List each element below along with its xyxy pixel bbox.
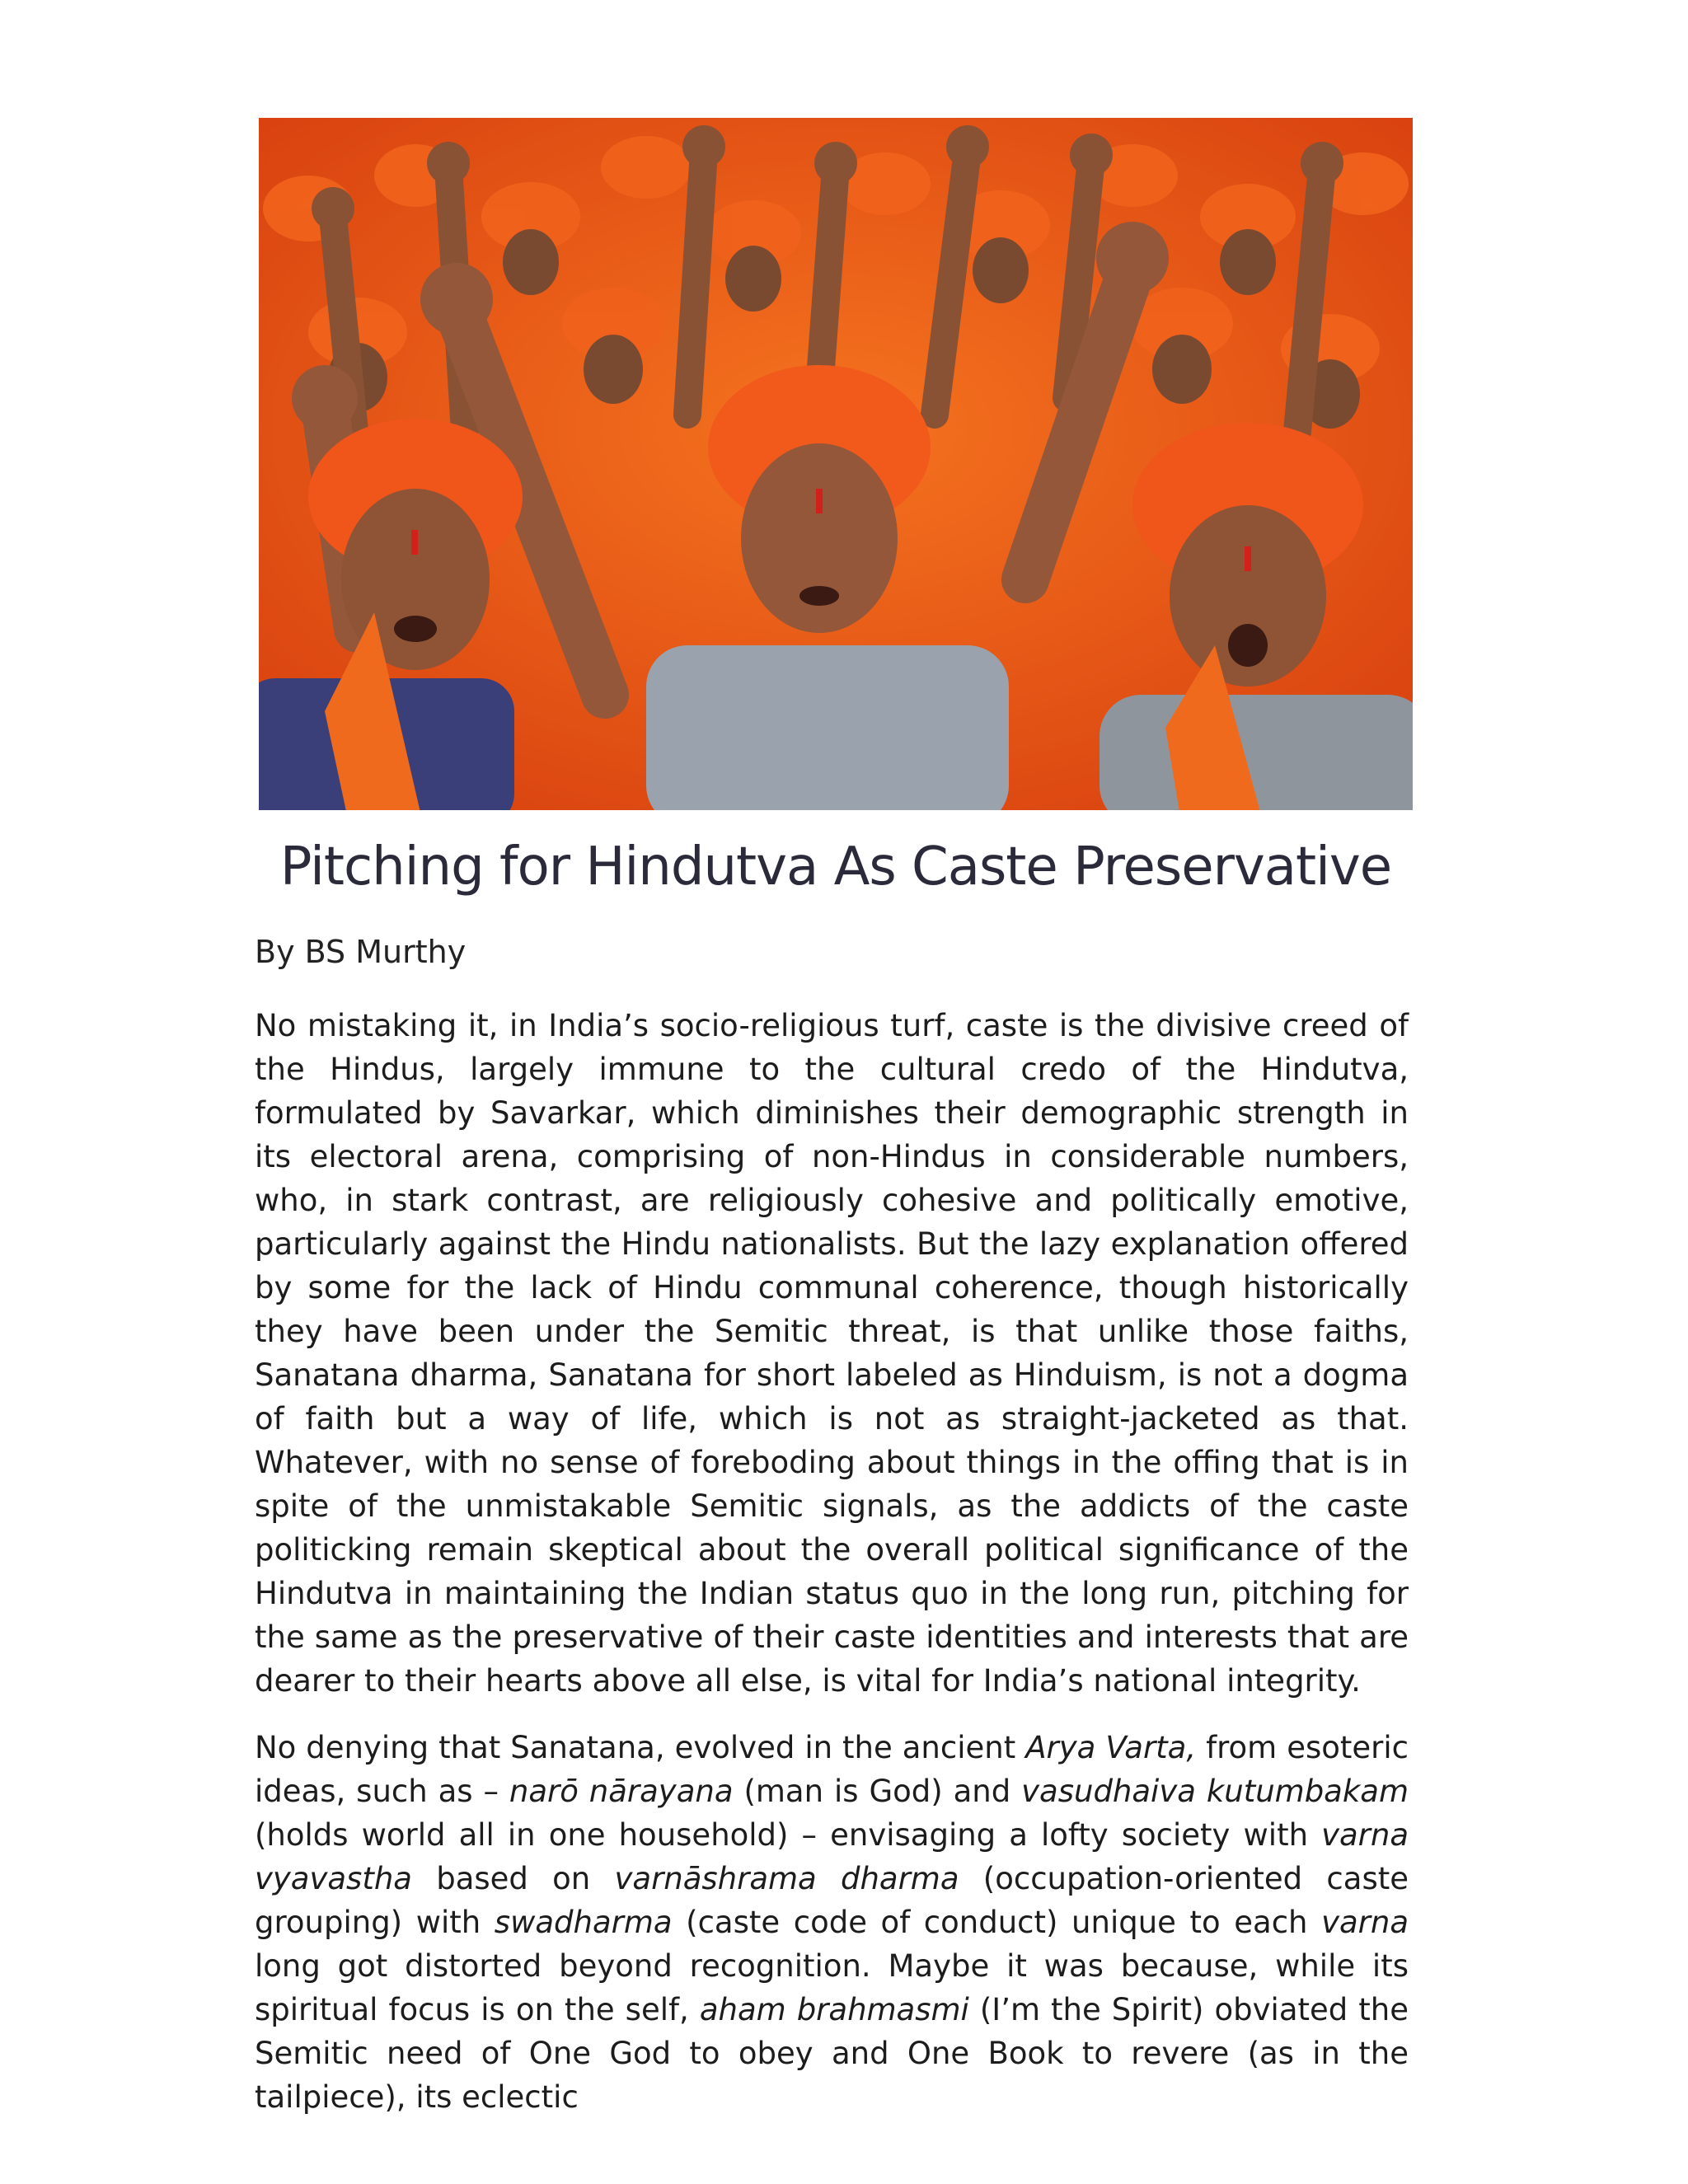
text-run: (man is God) and [733,1774,1022,1809]
paragraph-2 [255,1726,1409,2119]
text-run: long got distorted beyond recognition. Maybe it was because, while its spiritual focus is on the self, [255,1948,1409,2027]
article-title: Pitching for Hindutva As Caste Preservative [279,837,1392,898]
text-run: (occupation-oriented caste grouping) with [255,1861,1409,1940]
text-run: No denying that Sanatana, evolved in the ancient [255,1730,1026,1765]
crowd-illustration [259,118,1413,810]
italic-term: varna [1321,1905,1409,1940]
italic-term: varnāshrama dharma [614,1861,959,1896]
italic-term: Arya Varta, [1025,1730,1197,1765]
paragraph-1: No mistaking it, in India’s socio-religious turf, caste is the divisive creed of the Hindus, largely immune to the cultural credo of the Hindutva, formulated by Savarkar, which diminishes their demographic strength in its electoral arena, comprising of non-Hindus in considerable numbers, who, in stark contrast, are religiously cohesive and politically emotive, particularly against the Hindu nationalists. But the lazy explanation offered by some for the lack of Hindu communal coherence, though historically they have been under the Semitic threat, is that unlike those faiths, Sanatana dharma, Sanatana for short labeled as Hinduism, is not a dogma of faith but a way of life, which is not as straight-jacketed as that. Whatever, with no sense of foreboding about things in the offing that is in spite of the unmistakable Semitic signals, as the addicts of the caste politicking remain skeptical about the overall political significance of the Hindutva in maintaining the Indian status quo in the long run, pitching for the same as the preservative of their caste identities and interests that are dearer to their hearts above all else, is vital for India’s national integrity. [255,1008,1409,1699]
article-body [255,1004,1409,2142]
text-run: (caste code of conduct) unique to each [672,1905,1322,1940]
text-run: (I’m the Spirit) obviated the Semitic need of One God to obey and One Book to revere (as in the tailpiece), its eclectic [255,1992,1409,2115]
italic-term: vasudhaiva kutumbakam [1021,1774,1409,1809]
italic-term: aham brahmasmi [699,1992,969,2027]
text-run: based on [411,1861,615,1896]
article-byline: By BS Murthy [255,934,467,970]
text-run: from esoteric ideas, such as – [255,1730,1409,1809]
rally-photo [259,118,1413,810]
italic-term: swadharma [494,1905,673,1940]
italic-term: varna vyavastha [255,1817,1409,1896]
italic-term: narō nārayana [509,1774,734,1809]
text-run: (holds world all in one household) – envisaging a lofty society with [255,1817,1322,1853]
